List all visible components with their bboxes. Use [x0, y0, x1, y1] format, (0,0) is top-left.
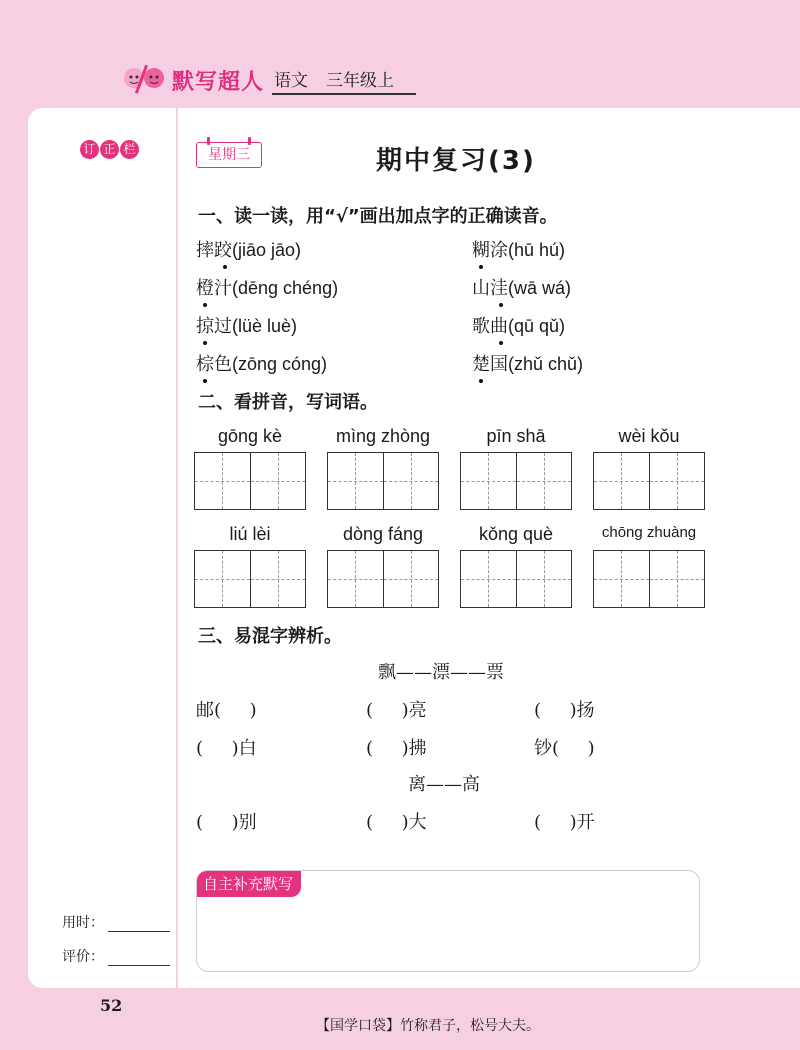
grid-cell[interactable] — [328, 453, 384, 509]
correction-char: 栏 — [120, 140, 139, 159]
subject-grade — [272, 66, 416, 95]
writing-grid[interactable] — [593, 550, 705, 608]
grid-cell[interactable] — [594, 453, 650, 509]
section3-title: 三、易混字辨析。 — [198, 626, 342, 647]
grid-cell[interactable] — [384, 551, 439, 607]
item-pinyin: (jiāo jāo) — [232, 240, 302, 260]
emphasis-dot — [499, 303, 503, 307]
correction-char: 正 — [100, 140, 119, 159]
item-pinyin: (zhǔ chǔ) — [508, 354, 584, 374]
grid-cell[interactable] — [384, 453, 439, 509]
item-word: 歌曲 — [472, 316, 508, 337]
grid-cell[interactable] — [195, 453, 251, 509]
writing-grid[interactable] — [460, 550, 572, 608]
item-pinyin: (hū hú) — [508, 240, 566, 260]
fill-blank[interactable]: ( )别 — [196, 812, 257, 833]
pinyin-item[interactable] — [196, 236, 301, 262]
grid-cell[interactable] — [650, 551, 705, 607]
grid-cell[interactable] — [328, 551, 384, 607]
emphasis-dot — [499, 341, 503, 345]
fill-blank[interactable]: 邮( ) — [196, 700, 257, 721]
item-pinyin: (qū qǔ) — [508, 316, 566, 336]
pinyin-item[interactable] — [196, 274, 338, 300]
word-pinyin: pīn shā — [486, 426, 546, 446]
emphasis-dot — [203, 379, 207, 383]
pinyin-item[interactable] — [472, 312, 565, 338]
writing-grid[interactable] — [593, 452, 705, 510]
grade: 三年级上 — [326, 70, 395, 91]
grid-cell[interactable] — [195, 551, 251, 607]
item-word: 摔跤 — [196, 240, 232, 261]
emphasis-dot — [223, 265, 227, 269]
pinyin-item[interactable] — [196, 312, 297, 338]
correction-char: 订 — [80, 140, 99, 159]
writing-grid[interactable] — [327, 550, 439, 608]
brand-header — [120, 62, 416, 98]
emphasis-dot — [203, 303, 207, 307]
writing-grid[interactable] — [460, 452, 572, 510]
grid-cell[interactable] — [251, 453, 306, 509]
grid-cell[interactable] — [517, 453, 572, 509]
time-line[interactable] — [108, 917, 170, 932]
writing-grid[interactable] — [194, 550, 306, 608]
item-word: 糊涂 — [472, 240, 508, 261]
pinyin-word-box — [327, 524, 439, 608]
pinyin-word-box — [194, 426, 306, 510]
score-label: 评价： — [62, 949, 104, 965]
day-tag: 星期三 — [196, 142, 262, 168]
grid-cell[interactable] — [461, 551, 517, 607]
item-word: 掠过 — [196, 316, 232, 337]
pinyin-item[interactable] — [196, 350, 327, 376]
grid-cell[interactable] — [461, 453, 517, 509]
pinyin-word-box — [194, 524, 306, 608]
word-pinyin: kǒng què — [478, 524, 554, 544]
page-title: 期中复习(3) — [376, 146, 536, 176]
time-label: 用时： — [62, 915, 104, 931]
fill-blank[interactable]: ( )扬 — [534, 700, 595, 721]
fill-blank[interactable]: ( )大 — [366, 812, 427, 833]
word-pinyin: gōng kè — [217, 426, 283, 446]
word-pinyin: dòng fáng — [342, 524, 424, 544]
char-group-1: 飘——漂——票 — [378, 662, 504, 683]
item-pinyin: (wā wá) — [508, 278, 572, 298]
item-pinyin: (lüè luè) — [232, 316, 298, 336]
pinyin-item[interactable] — [472, 236, 565, 262]
word-pinyin: wèi kǒu — [618, 426, 680, 446]
supplement-box[interactable] — [196, 870, 700, 972]
item-word: 楚国 — [472, 354, 508, 375]
emphasis-dot — [479, 379, 483, 383]
mascot-logo-icon — [120, 62, 168, 98]
subject: 语文 — [274, 70, 309, 91]
grid-cell[interactable] — [517, 551, 572, 607]
fill-blank[interactable]: ( )亮 — [366, 700, 427, 721]
char-group-2: 离——高 — [408, 774, 480, 795]
pinyin-word-box — [460, 426, 572, 510]
grid-cell[interactable] — [251, 551, 306, 607]
item-pinyin: (dēng chéng) — [232, 278, 339, 298]
pinyin-item[interactable] — [472, 274, 571, 300]
supplement-label: 自主补充默写 — [197, 871, 301, 897]
section2-title: 二、看拼音，写词语。 — [198, 392, 378, 413]
section1-title: 一、读一读，用“√”画出加点字的正确读音。 — [198, 206, 558, 227]
item-word: 橙汁 — [196, 278, 232, 299]
pinyin-item[interactable] — [472, 350, 583, 376]
item-word: 棕色 — [196, 354, 232, 375]
grid-cell[interactable] — [650, 453, 705, 509]
fill-blank[interactable]: 钞( ) — [534, 738, 595, 759]
item-pinyin: (zōng cóng) — [232, 354, 328, 374]
pinyin-word-box — [593, 524, 705, 608]
pinyin-word-box — [460, 524, 572, 608]
time-field — [62, 912, 170, 932]
correction-column-label — [80, 140, 139, 159]
pinyin-word-box — [327, 426, 439, 510]
word-pinyin: mìng zhòng — [335, 426, 431, 446]
margin-column — [28, 108, 176, 988]
pinyin-word-box — [593, 426, 705, 510]
word-pinyin: liú lèi — [229, 524, 271, 544]
word-pinyin: chōng zhuàng — [601, 524, 697, 541]
emphasis-dot — [479, 265, 483, 269]
score-line[interactable] — [108, 951, 170, 966]
grid-cell[interactable] — [594, 551, 650, 607]
fill-blank[interactable]: ( )拂 — [366, 738, 427, 759]
footer-quote: 【国学口袋】竹称君子，松号大夫。 — [316, 1018, 540, 1034]
writing-grid[interactable] — [194, 452, 306, 510]
emphasis-dot — [203, 341, 207, 345]
score-field — [62, 946, 170, 966]
writing-grid[interactable] — [327, 452, 439, 510]
item-word: 山洼 — [472, 278, 508, 299]
fill-blank[interactable]: ( )开 — [534, 812, 595, 833]
fill-blank[interactable]: ( )白 — [196, 738, 257, 759]
page-number: 52 — [100, 996, 123, 1015]
brand-name: 默写超人 — [172, 69, 265, 95]
